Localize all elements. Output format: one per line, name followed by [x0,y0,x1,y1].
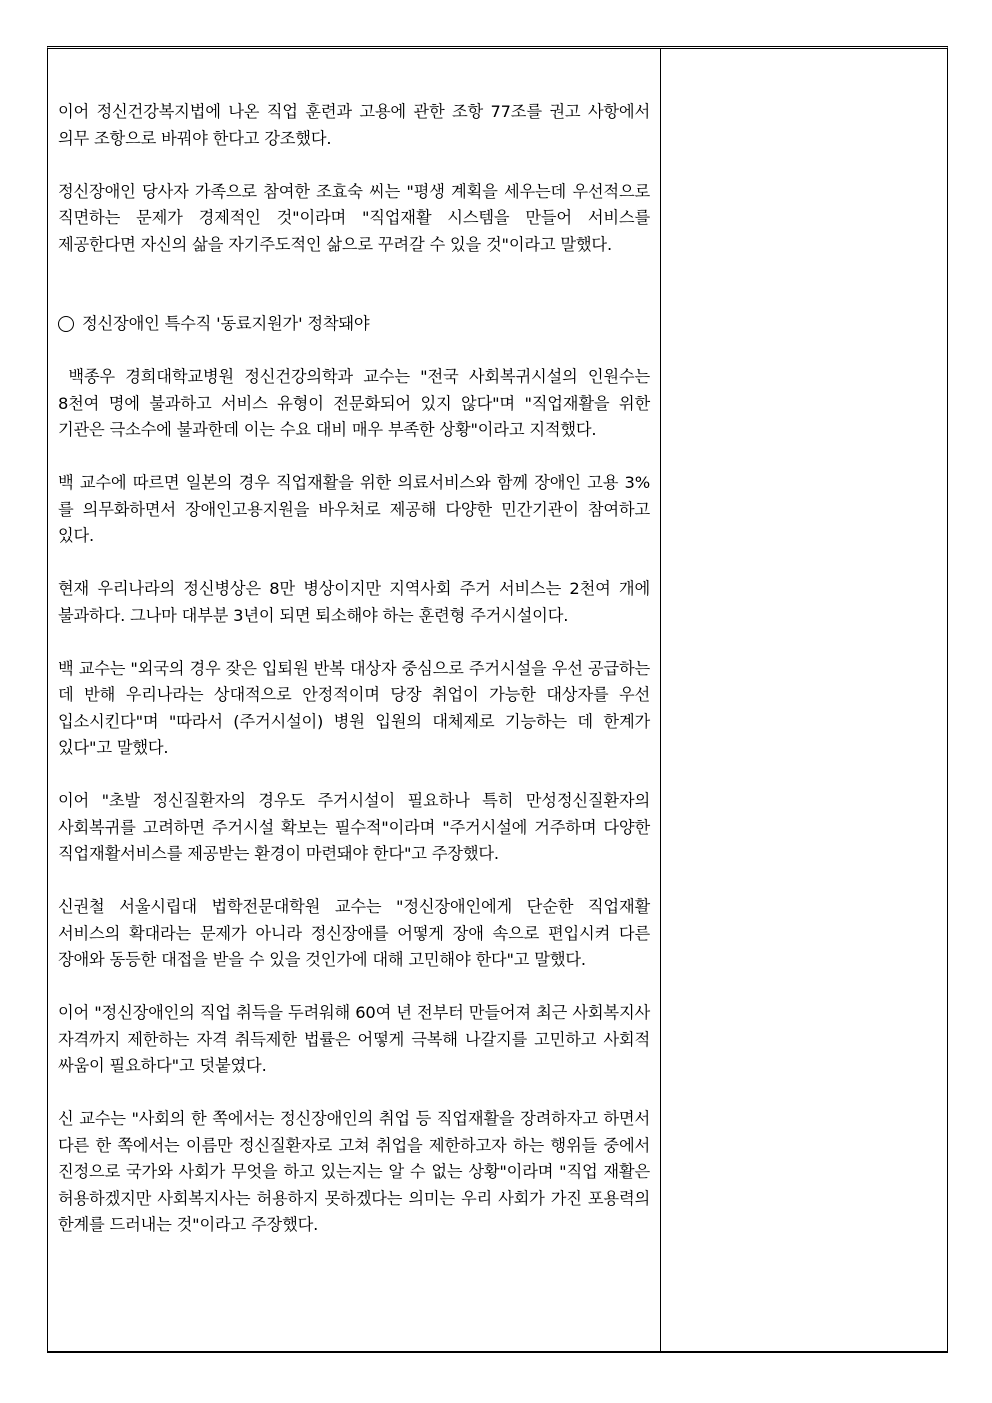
paragraph: 정신장애인 당사자 가족으로 참여한 조효숙 씨는 "평생 계획을 세우는데 우선적으로 직면하는 문제가 경제적인 것"이라며 "직업재활 시스템을 만들어 서비스를 제공한다면 자신의 삶을 자기주도적인 삶으로 꾸려갈 수 있을 것"이라고 말했다. [58,181,650,254]
document-table [47,46,948,1353]
section-heading-text: 정신장애인 특수직 '동료지원가' 정착돼야 [82,314,370,333]
article-body [58,99,655,1239]
paragraph: 이어 정신건강복지법에 나온 직업 훈련과 고용에 관한 조항 77조를 권고 사항에서 의무 조항으로 바꿔야 한다고 강조했다. [58,102,650,148]
paragraph: 이어 "초발 정신질환자의 경우도 주거시설이 필요하나 특히 만성정신질환자의 사회복귀를 고려하면 주거시설 확보는 필수적"이라며 "주거시설에 거주하며 다양한 직업재활서비스를 제공받는 환경이 마련돼야 한다"고 주장했다. [58,791,650,863]
paragraph: 신권철 서울시립대 법학전문대학원 교수는 "정신장애인에게 단순한 직업재활 서비스의 확대라는 문제가 아니라 정신장애를 어떻게 장애 속으로 편입시켜 다른 장애와 동등한 대접을 받을 수 있을 것인가에 대해 고민해야 한다"고 말했다. [58,897,650,969]
paragraph: 백종우 경희대학교병원 정신건강의학과 교수는 "전국 사회복귀시설의 인원수는 8천여 명에 불과하고 서비스 유형이 전문화되어 있지 않다"며 "직업재활을 위한 기관은 극소수에 불과한데 이는 수요 대비 매우 부족한 상황"이라고 지적했다. [58,367,655,439]
column-divider [660,49,661,1351]
section-heading [58,311,650,338]
circle-bullet-icon [58,316,74,332]
paragraph: 백 교수는 "외국의 경우 잦은 입퇴원 반복 대상자 중심으로 주거시설을 우선 공급하는 데 반해 우리나라는 상대적으로 안정적이며 당장 취업이 가능한 대상자를 우선 입소시킨다"며 "따라서 (주거시설이) 병원 입원의 대체제로 기능하는 데 한계가 있다"고 말했다. [58,658,650,757]
paragraph: 이어 "정신장애인의 직업 취득을 두려워해 60여 년 전부터 만들어져 최근 사회복지사 자격까지 제한하는 자격 취득제한 법률은 어떻게 극복해 나갈지를 고민하고 사회적 싸움이 필요하다"고 덧붙였다. [58,1003,650,1075]
paragraph: 신 교수는 "사회의 한 쪽에서는 정신장애인의 취업 등 직업재활을 장려하자고 하면서 다른 한 쪽에서는 이름만 정신질환자로 고쳐 취업을 제한하고자 하는 행위들 중에서 진정으로 국가와 사회가 무엇을 하고 있는지는 알 수 없는 상황"이라며 "직업 재활은 허용하겠지만 사회복지사는 허용하지 못하겠다는 의미는 우리 사회가 가진 포용력의 한계를 드러내는 것"이라고 주장했다. [58,1109,650,1234]
paragraph: 백 교수에 따르면 일본의 경우 직업재활을 위한 의료서비스와 함께 장애인 고용 3%를 의무화하면서 장애인고용지원을 바우처로 제공해 다양한 민간기관이 참여하고 있다. [58,473,650,545]
paragraph: 현재 우리나라의 정신병상은 8만 병상이지만 지역사회 주거 서비스는 2천여 개에 불과하다. 그나마 대부분 3년이 되면 퇴소해야 하는 훈련형 주거시설이다. [58,579,650,625]
